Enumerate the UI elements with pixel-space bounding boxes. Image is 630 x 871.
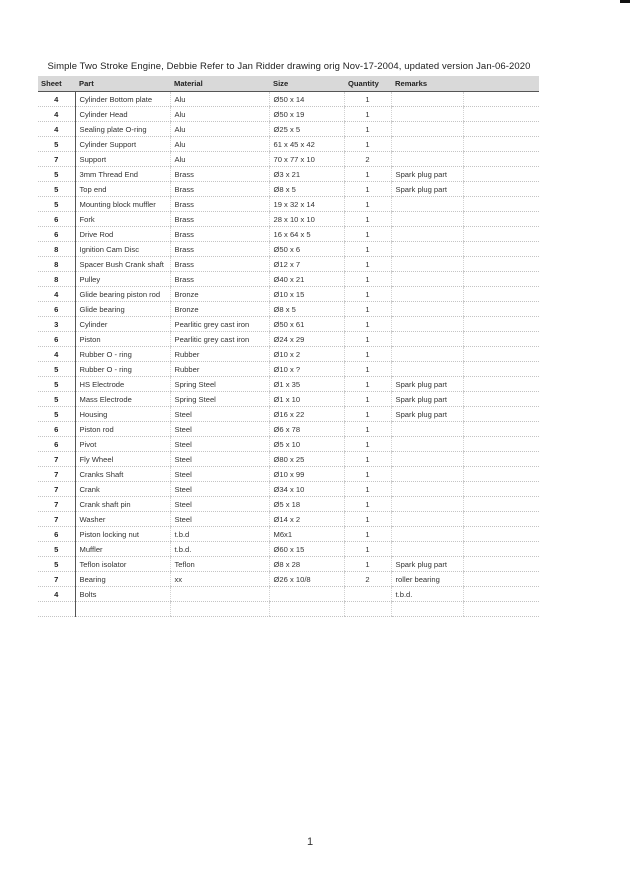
cell-quantity: 2 (344, 152, 391, 167)
cell-quantity: 1 (344, 257, 391, 272)
cell-part: Ignition Cam Disc (75, 242, 170, 257)
cell-part: Piston locking nut (75, 527, 170, 542)
cell-sheet: 6 (38, 332, 75, 347)
cell-remarks (391, 332, 463, 347)
cell-size: Ø1 x 10 (269, 392, 344, 407)
cell-part: Mounting block muffler (75, 197, 170, 212)
cell-remarks (391, 152, 463, 167)
cell-part: Cylinder (75, 317, 170, 332)
cell-quantity: 1 (344, 302, 391, 317)
col-header-quantity: Quantity (344, 76, 391, 92)
cell-remarks: Spark plug part (391, 167, 463, 182)
cell-sheet: 4 (38, 122, 75, 137)
cell-empty (463, 587, 539, 602)
cell-quantity: 1 (344, 422, 391, 437)
cell-empty (463, 572, 539, 587)
cell-empty (463, 302, 539, 317)
cell-size: M6x1 (269, 527, 344, 542)
cell-sheet: 7 (38, 572, 75, 587)
cell-sheet: 5 (38, 557, 75, 572)
cell-remarks (391, 257, 463, 272)
cell-sheet: 6 (38, 422, 75, 437)
cell-sheet: 4 (38, 587, 75, 602)
cell-size: Ø5 x 18 (269, 497, 344, 512)
table-row (38, 392, 539, 407)
cell-quantity: 1 (344, 182, 391, 197)
table-header-row (38, 76, 539, 92)
cell-quantity: 1 (344, 452, 391, 467)
cell-part: Muffler (75, 542, 170, 557)
cell-part: Cylinder Bottom plate (75, 92, 170, 107)
cell-sheet: 5 (38, 392, 75, 407)
cell-empty (463, 242, 539, 257)
cell-size: Ø8 x 5 (269, 302, 344, 317)
cell-sheet: 7 (38, 482, 75, 497)
cell-part: Washer (75, 512, 170, 527)
cell-empty (463, 317, 539, 332)
cell-sheet: 5 (38, 197, 75, 212)
cell-sheet: 4 (38, 107, 75, 122)
cell-material: Steel (170, 437, 269, 452)
cell-sheet: 7 (38, 152, 75, 167)
cell-quantity: 1 (344, 107, 391, 122)
cell-quantity: 1 (344, 362, 391, 377)
cell-material: Brass (170, 212, 269, 227)
cell-sheet: 8 (38, 257, 75, 272)
cell-empty (463, 272, 539, 287)
col-header-size: Size (269, 76, 344, 92)
cell-remarks (391, 317, 463, 332)
cell-remarks (391, 227, 463, 242)
cell-remarks (391, 122, 463, 137)
cell-empty (463, 92, 539, 107)
table-row (38, 302, 539, 317)
cell-material (170, 587, 269, 602)
cell-quantity: 1 (344, 497, 391, 512)
cell-part (75, 602, 170, 617)
cell-material: Brass (170, 272, 269, 287)
cell-quantity: 1 (344, 332, 391, 347)
cell-empty (463, 347, 539, 362)
cell-part: Cylinder Support (75, 137, 170, 152)
cell-sheet: 7 (38, 497, 75, 512)
cell-remarks: Spark plug part (391, 377, 463, 392)
table-row (38, 497, 539, 512)
cell-size: Ø10 x 99 (269, 467, 344, 482)
cell-part: Top end (75, 182, 170, 197)
cell-empty (463, 542, 539, 557)
cell-size: Ø8 x 5 (269, 182, 344, 197)
cell-size: Ø25 x 5 (269, 122, 344, 137)
cell-sheet: 8 (38, 272, 75, 287)
cell-sheet: 3 (38, 317, 75, 332)
cell-part: Glide bearing piston rod (75, 287, 170, 302)
cell-empty (463, 392, 539, 407)
cell-empty (463, 332, 539, 347)
cell-material (170, 602, 269, 617)
document-title: Simple Two Stroke Engine, Debbie Refer to Jan Ridder drawing orig Nov-17-2004, updated version Jan-06-2020 (47, 61, 531, 72)
cell-material: Rubber (170, 362, 269, 377)
cell-remarks (391, 527, 463, 542)
cell-material: Steel (170, 407, 269, 422)
cell-size: 70 x 77 x 10 (269, 152, 344, 167)
cell-remarks (391, 287, 463, 302)
table-row (38, 287, 539, 302)
cell-material: Rubber (170, 347, 269, 362)
col-header-remarks: Remarks (391, 76, 463, 92)
table-row (38, 167, 539, 182)
cell-material: Brass (170, 242, 269, 257)
cell-part: Fly Wheel (75, 452, 170, 467)
table-row (38, 422, 539, 437)
cell-part: Crank (75, 482, 170, 497)
cell-size: Ø80 x 25 (269, 452, 344, 467)
cell-quantity: 1 (344, 317, 391, 332)
cell-material: Brass (170, 182, 269, 197)
cell-sheet: 7 (38, 452, 75, 467)
cell-part: Rubber O - ring (75, 362, 170, 377)
cell-sheet: 4 (38, 92, 75, 107)
cell-material: Alu (170, 92, 269, 107)
table-row (38, 512, 539, 527)
cell-empty (463, 167, 539, 182)
cell-material: Alu (170, 152, 269, 167)
table-row (38, 542, 539, 557)
cell-sheet: 5 (38, 182, 75, 197)
cell-material: Teflon (170, 557, 269, 572)
table-row (38, 602, 539, 617)
cell-sheet: 5 (38, 362, 75, 377)
cell-part: Mass Electrode (75, 392, 170, 407)
cell-sheet: 6 (38, 527, 75, 542)
cell-part: Housing (75, 407, 170, 422)
table-row (38, 92, 539, 107)
cell-size: 28 x 10 x 10 (269, 212, 344, 227)
table-row (38, 332, 539, 347)
cell-size: Ø1 x 35 (269, 377, 344, 392)
cell-part: Bolts (75, 587, 170, 602)
cell-part: Cranks Shaft (75, 467, 170, 482)
cell-sheet: 5 (38, 377, 75, 392)
cell-empty (463, 182, 539, 197)
cell-quantity: 1 (344, 407, 391, 422)
cell-size: Ø50 x 6 (269, 242, 344, 257)
cell-remarks: t.b.d. (391, 587, 463, 602)
cell-sheet: 6 (38, 302, 75, 317)
cell-empty (463, 497, 539, 512)
cell-quantity: 1 (344, 542, 391, 557)
table-row (38, 362, 539, 377)
table-row (38, 137, 539, 152)
cell-material: Steel (170, 452, 269, 467)
cell-remarks (391, 137, 463, 152)
cell-material: Alu (170, 137, 269, 152)
cell-empty (463, 602, 539, 617)
cell-remarks: Spark plug part (391, 557, 463, 572)
cell-size: Ø10 x 15 (269, 287, 344, 302)
cell-empty (463, 197, 539, 212)
cell-material: t.b.d. (170, 542, 269, 557)
cell-material: Bronze (170, 287, 269, 302)
cell-part: Pulley (75, 272, 170, 287)
cell-quantity: 2 (344, 572, 391, 587)
cell-empty (463, 212, 539, 227)
cell-size: Ø3 x 21 (269, 167, 344, 182)
table-body (38, 92, 539, 617)
cell-size: Ø34 x 10 (269, 482, 344, 497)
cell-remarks (391, 422, 463, 437)
cell-quantity: 1 (344, 482, 391, 497)
cell-part: Drive Rod (75, 227, 170, 242)
cell-quantity: 1 (344, 227, 391, 242)
cell-quantity (344, 602, 391, 617)
cell-size: Ø10 x 2 (269, 347, 344, 362)
cell-empty (463, 287, 539, 302)
cell-quantity: 1 (344, 377, 391, 392)
cell-quantity: 1 (344, 512, 391, 527)
table-row (38, 467, 539, 482)
scan-corner-mark (620, 0, 630, 3)
cell-material: Spring Steel (170, 392, 269, 407)
cell-size (269, 587, 344, 602)
cell-sheet: 5 (38, 407, 75, 422)
col-header-material: Material (170, 76, 269, 92)
table-row (38, 227, 539, 242)
table-row (38, 557, 539, 572)
col-header-sheet: Sheet (38, 76, 75, 92)
cell-part: Rubber O - ring (75, 347, 170, 362)
cell-material: Steel (170, 482, 269, 497)
table-row (38, 272, 539, 287)
cell-sheet: 4 (38, 287, 75, 302)
cell-part: Pivot (75, 437, 170, 452)
table-row (38, 242, 539, 257)
cell-empty (463, 527, 539, 542)
parts-list-table (38, 76, 539, 617)
cell-size: Ø40 x 21 (269, 272, 344, 287)
cell-empty (463, 437, 539, 452)
cell-remarks: Spark plug part (391, 407, 463, 422)
page-number: 1 (306, 836, 314, 848)
cell-part: HS Electrode (75, 377, 170, 392)
cell-remarks (391, 197, 463, 212)
cell-material: Alu (170, 122, 269, 137)
table-row (38, 482, 539, 497)
cell-quantity: 1 (344, 392, 391, 407)
cell-sheet (38, 602, 75, 617)
cell-part: Glide bearing (75, 302, 170, 317)
cell-remarks (391, 437, 463, 452)
cell-material: Brass (170, 227, 269, 242)
cell-size: Ø50 x 19 (269, 107, 344, 122)
cell-size: Ø8 x 28 (269, 557, 344, 572)
table-row (38, 437, 539, 452)
cell-quantity: 1 (344, 137, 391, 152)
cell-sheet: 6 (38, 437, 75, 452)
cell-sheet: 7 (38, 512, 75, 527)
cell-remarks (391, 242, 463, 257)
cell-material: Pearlitic grey cast iron (170, 317, 269, 332)
cell-empty (463, 107, 539, 122)
cell-size: Ø14 x 2 (269, 512, 344, 527)
cell-remarks (391, 467, 463, 482)
table-row (38, 587, 539, 602)
cell-size: 16 x 64 x 5 (269, 227, 344, 242)
cell-quantity (344, 587, 391, 602)
cell-remarks (391, 272, 463, 287)
cell-empty (463, 422, 539, 437)
cell-empty (463, 467, 539, 482)
cell-size: Ø26 x 10/8 (269, 572, 344, 587)
cell-remarks (391, 212, 463, 227)
table-row (38, 212, 539, 227)
table-row (38, 107, 539, 122)
table-row (38, 377, 539, 392)
cell-remarks (391, 107, 463, 122)
table-row (38, 257, 539, 272)
cell-part: Sealing plate O-ring (75, 122, 170, 137)
table-row (38, 452, 539, 467)
cell-part: Fork (75, 212, 170, 227)
cell-remarks (391, 602, 463, 617)
cell-empty (463, 122, 539, 137)
cell-quantity: 1 (344, 272, 391, 287)
cell-size: Ø24 x 29 (269, 332, 344, 347)
cell-remarks (391, 347, 463, 362)
cell-material: Pearlitic grey cast iron (170, 332, 269, 347)
cell-material: Bronze (170, 302, 269, 317)
cell-material: Steel (170, 512, 269, 527)
cell-empty (463, 557, 539, 572)
cell-quantity: 1 (344, 122, 391, 137)
cell-sheet: 5 (38, 167, 75, 182)
cell-size: 61 x 45 x 42 (269, 137, 344, 152)
table-row (38, 152, 539, 167)
cell-size: Ø10 x ? (269, 362, 344, 377)
cell-part: Teflon isolator (75, 557, 170, 572)
cell-part: Spacer Bush Crank shaft (75, 257, 170, 272)
cell-material: Steel (170, 422, 269, 437)
cell-empty (463, 227, 539, 242)
cell-part: Piston rod (75, 422, 170, 437)
cell-part: 3mm Thread End (75, 167, 170, 182)
cell-size: Ø50 x 61 (269, 317, 344, 332)
cell-material: Spring Steel (170, 377, 269, 392)
table-row (38, 317, 539, 332)
cell-material: Brass (170, 197, 269, 212)
cell-sheet: 6 (38, 212, 75, 227)
cell-size: Ø6 x 78 (269, 422, 344, 437)
cell-quantity: 1 (344, 167, 391, 182)
cell-sheet: 5 (38, 542, 75, 557)
cell-part: Bearing (75, 572, 170, 587)
cell-material: xx (170, 572, 269, 587)
cell-size: Ø12 x 7 (269, 257, 344, 272)
col-header-empty (463, 76, 539, 92)
cell-remarks (391, 302, 463, 317)
cell-empty (463, 407, 539, 422)
cell-size: 19 x 32 x 14 (269, 197, 344, 212)
cell-size (269, 602, 344, 617)
cell-sheet: 8 (38, 242, 75, 257)
cell-remarks: Spark plug part (391, 182, 463, 197)
cell-remarks: Spark plug part (391, 392, 463, 407)
cell-quantity: 1 (344, 557, 391, 572)
cell-remarks: roller bearing (391, 572, 463, 587)
cell-quantity: 1 (344, 242, 391, 257)
cell-empty (463, 482, 539, 497)
cell-part: Crank shaft pin (75, 497, 170, 512)
cell-empty (463, 512, 539, 527)
cell-size: Ø50 x 14 (269, 92, 344, 107)
cell-remarks (391, 512, 463, 527)
cell-quantity: 1 (344, 287, 391, 302)
cell-material: Alu (170, 107, 269, 122)
cell-quantity: 1 (344, 197, 391, 212)
cell-remarks (391, 362, 463, 377)
table-row (38, 182, 539, 197)
cell-quantity: 1 (344, 467, 391, 482)
cell-part: Piston (75, 332, 170, 347)
cell-empty (463, 452, 539, 467)
cell-quantity: 1 (344, 437, 391, 452)
cell-quantity: 1 (344, 527, 391, 542)
cell-quantity: 1 (344, 212, 391, 227)
cell-remarks (391, 497, 463, 512)
table-row (38, 122, 539, 137)
cell-quantity: 1 (344, 347, 391, 362)
table-row (38, 347, 539, 362)
cell-part: Cylinder Head (75, 107, 170, 122)
cell-remarks (391, 452, 463, 467)
cell-part: Support (75, 152, 170, 167)
cell-material: Brass (170, 257, 269, 272)
col-header-part: Part (75, 76, 170, 92)
cell-sheet: 7 (38, 467, 75, 482)
cell-material: Brass (170, 167, 269, 182)
cell-empty (463, 137, 539, 152)
cell-size: Ø60 x 15 (269, 542, 344, 557)
cell-remarks (391, 92, 463, 107)
cell-empty (463, 362, 539, 377)
cell-remarks (391, 482, 463, 497)
cell-size: Ø16 x 22 (269, 407, 344, 422)
cell-sheet: 6 (38, 227, 75, 242)
cell-empty (463, 152, 539, 167)
table-row (38, 197, 539, 212)
cell-sheet: 5 (38, 137, 75, 152)
cell-remarks (391, 542, 463, 557)
cell-empty (463, 257, 539, 272)
cell-material: Steel (170, 467, 269, 482)
table-row (38, 572, 539, 587)
cell-empty (463, 377, 539, 392)
cell-sheet: 4 (38, 347, 75, 362)
cell-material: t.b.d (170, 527, 269, 542)
cell-size: Ø5 x 10 (269, 437, 344, 452)
table-row (38, 407, 539, 422)
cell-material: Steel (170, 497, 269, 512)
table-row (38, 527, 539, 542)
cell-quantity: 1 (344, 92, 391, 107)
